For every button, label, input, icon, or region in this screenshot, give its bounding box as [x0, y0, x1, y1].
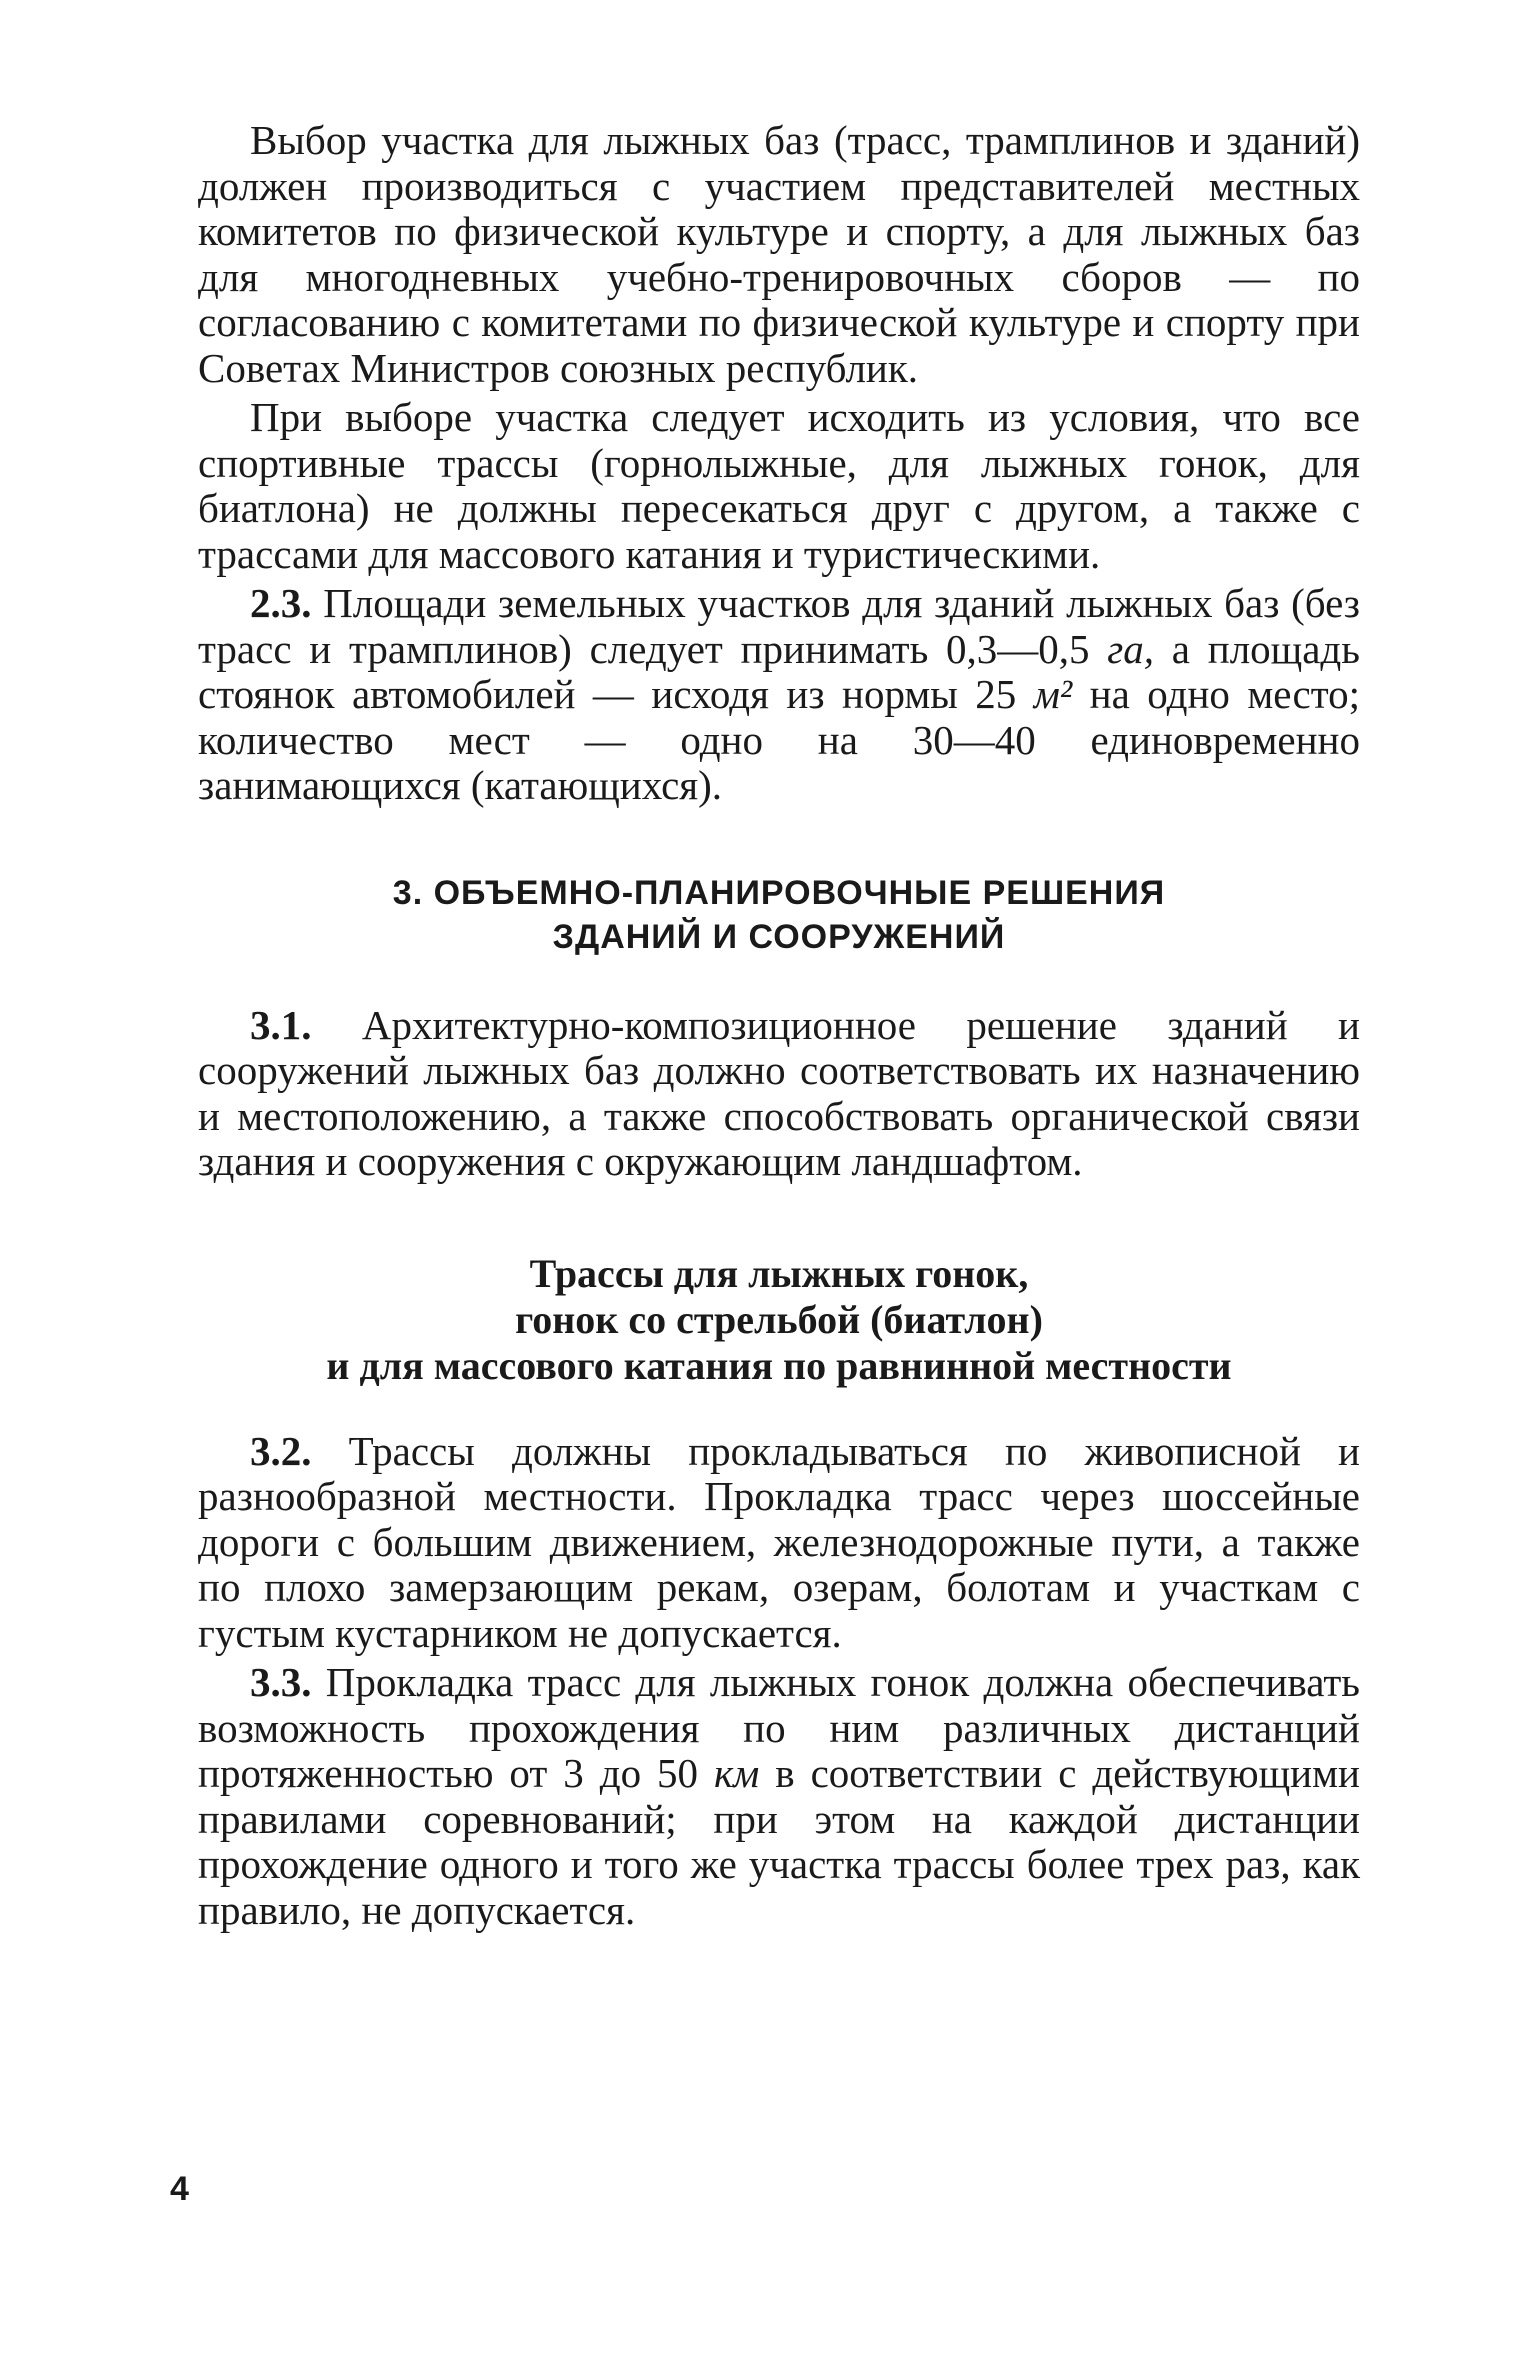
subsection-heading-line: и для массового катания по равнинной местности: [326, 1342, 1232, 1388]
subsection-heading: [198, 1251, 1360, 1389]
unit-kilometer: км: [713, 1750, 760, 1796]
clause-text: Прокладка трасс для лыжных гонок должна обеспечивать возможность прохождения по ним различных дистанций протяженностью от 3 до 50: [198, 1659, 1360, 1796]
clause-number: 3.2.: [250, 1427, 312, 1474]
section-heading-line: ЗДАНИЙ И СООРУЖЕНИЙ: [552, 917, 1006, 956]
clause-text: Архитектурно-композиционное решение зданий и сооружений лыжных баз должно соответствовать их назначению и местоположению, а также способствовать органической связи здания и сооружения с окружающим ландшафтом.: [198, 1001, 1360, 1184]
clause-number: 3.3.: [250, 1659, 312, 1705]
paragraph-trail-crossing: При выборе участка следует исходить из условия, что все спортивные трассы (горнолыжные, для лыжных гонок, для биатлона) не должны пересекаться друг с другом, а также с трассами для массового катания и туристическими.: [198, 394, 1360, 577]
clause-text: на одно место; количество мест — одно на 30—40 единовременно занимающихся (катающихся).: [198, 671, 1360, 808]
clause-3-3: [198, 1660, 1360, 1933]
section-heading-3: [198, 871, 1360, 959]
unit-square-meter: м²: [1033, 671, 1073, 717]
clause-text: Площади земельных участков для зданий лыжных баз (без трасс и трамплинов) следует принимать 0,3—0,5: [198, 580, 1360, 672]
page-number: 4: [170, 2170, 189, 2208]
paragraph-site-selection: Выбор участка для лыжных баз (трасс, трамплинов и зданий) должен производиться с участием представителей местных комитетов по физической культуре и спорту, а для лыжных баз для многодневных учебно-тренировочных сборов — по согласованию с комитетами по физической культуре и спорту при Советах Министров союзных республик.: [198, 117, 1360, 391]
clause-2-3: [198, 581, 1360, 809]
section-heading-line: 3. ОБЪЕМНО-ПЛАНИРОВОЧНЫЕ РЕШЕНИЯ: [392, 873, 1166, 912]
clause-text: Трассы должны прокладываться по живописной и разнообразной местности. Прокладка трасс через шоссейные дороги с большим движением, железнодорожные пути, а также по плохо замерзающим рекам, озерам, болотам и участкам с густым кустарником не допускается.: [198, 1427, 1360, 1656]
document-page: [198, 118, 1360, 1933]
clause-text: а площадь стоянок автомобилей — исходя из нормы 25: [198, 625, 1360, 717]
unit-hectare: га,: [1107, 625, 1155, 672]
subsection-heading-line: гонок со стрельбой (биатлон): [515, 1296, 1043, 1342]
clause-text: в соответствии с действующими правилами соревнований; при этом на каждой дистанции прохождение одного и того же участка трассы более трех раз, как правило, не допускается.: [198, 1750, 1360, 1933]
clause-3-1: [198, 1003, 1360, 1185]
subsection-heading-line: Трассы для лыжных гонок,: [529, 1250, 1029, 1296]
clause-number: 2.3.: [250, 580, 312, 626]
clause-number: 3.1.: [250, 1001, 312, 1048]
clause-3-2: [198, 1429, 1360, 1657]
